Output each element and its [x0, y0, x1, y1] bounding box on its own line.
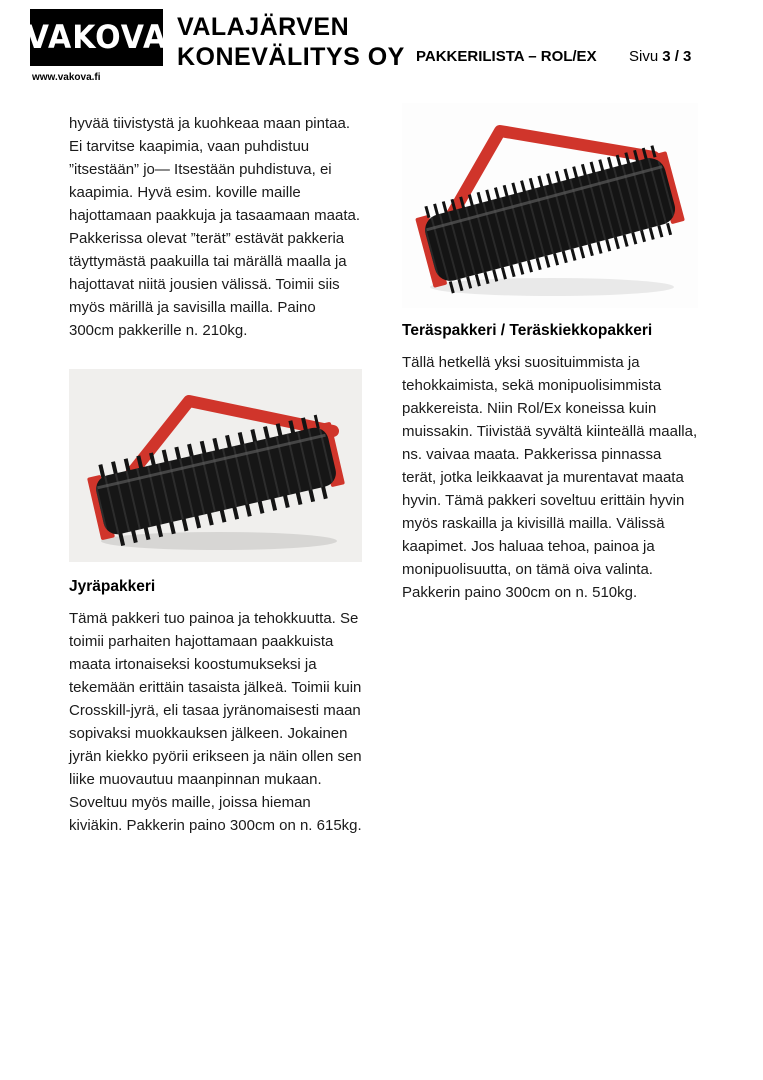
jyrapakkeri-image [69, 369, 362, 562]
jyrapakkeri-roller-illustration [69, 369, 362, 562]
company-name-line2: KONEVÄLITYS OY [177, 43, 405, 71]
teraspakkeri-paragraph: Tällä hetkellä yksi suosituimmista ja tehokkaimista, sekä monipuolisimmista pakkereista. Niin Rol/Ex koneissa kuin muissakin. Tiivistää syvältä kiinteällä maalla, ns. vaivaa maata. Pakkerissa pinnassa terät, jotka leikkaavat ja murentavat maata hyvin. Tämä pakkeri soveltuu erittäin hyvin myös raskailla ja kivisillä mailla. Välissä kaapimet. Jos haluaa tehoa, painoa ja monipuolisuutta, on tämä oiva valinta. Pakkerin paino 300cm on n. 510kg. [402, 354, 698, 601]
roller-drum-group [414, 148, 686, 292]
teraspakkeri-heading: Teräspakkeri / Teräskiekkopakkeri [402, 322, 653, 339]
vakova-logo [25, 9, 168, 66]
vakova-logo-text: VAKOVA [25, 18, 168, 57]
left-column [69, 112, 362, 837]
page-indicator [629, 48, 691, 65]
document-title: PAKKERILISTA – ROL/EX [416, 48, 597, 65]
page-label: Sivu [629, 48, 659, 65]
jyrapakkeri-heading: Jyräpakkeri [69, 578, 156, 595]
intro-paragraph: hyvää tiivistystä ja kuohkeaa maan pintaa. Ei tarvitse kaapimia, vaan puhdistuu ”itsestään” jo— Itsestään puhdistuva, ei kaapimia. Hyvä esim. koville maille hajottamaan paakkuja ja tasaamaan maata. Pakkerissa olevat ”terät” estävät pakkeria täyttymästä paakuilla tai märällä maalla ja hajottavat niitä jousien välissä. Toimii siis myös märillä ja savisilla mailla. Paino 300cm pakkerille n. 210kg. [69, 115, 361, 339]
page-number: 3 / 3 [662, 48, 692, 65]
roller-shadow [430, 278, 674, 296]
roller-drum-group [86, 419, 345, 543]
logo-website-url: www.vakova.fi [32, 72, 101, 83]
teraspakkeri-roller-illustration [402, 103, 698, 308]
jyrapakkeri-paragraph: Tämä pakkeri tuo painoa ja tehokkuutta. Se toimii parhaiten hajottamaan paakkuista maata irtonaiseksi koostumukseksi ja tekemään erittäin tasaista jälkeä. Toimii kuin Crosskill-jyrä, eli tasaa jyränomaisesti maan sopivaksi muokkauksen jälkeen. Jokainen jyrän kiekko pyörii erikseen ja näin ollen sen liike muovautuu maanpinnan mukaan. Soveltuu myös maille, joissa hieman kiviäkin. Pakkerin paino 300cm on n. 615kg. [69, 610, 362, 834]
teraspakkeri-image [402, 103, 698, 308]
right-column [402, 103, 698, 604]
company-name [177, 12, 405, 72]
company-name-line1: VALAJÄRVEN [177, 13, 350, 41]
